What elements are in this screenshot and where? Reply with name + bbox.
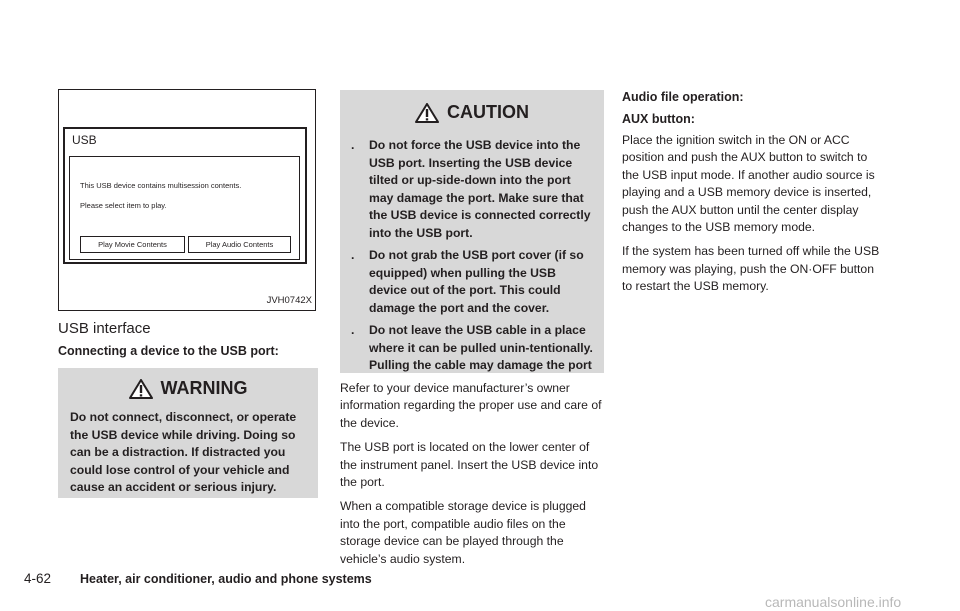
paragraph: The USB port is located on the lower center of the instrument panel. Insert the USB device into the port. [340, 440, 599, 490]
caution-item: . Do not force the USB device into the USB port. Inserting the USB device tilted or up-side-down into the port may damage the port. Make sure that the USB device is connected correctly into the USB port. [351, 138, 591, 240]
audio-file-heading: Audio file operation: [622, 90, 744, 104]
middle-body [340, 380, 604, 575]
warning-box [58, 368, 318, 498]
aux-button-heading: AUX button: [622, 112, 695, 126]
warning-text: Do not connect, disconnect, or operate the USB device while driving. Doing so can be a distraction. If distracted you could lose control of your vehicle and cause an accident or serious injury. [70, 410, 297, 494]
caution-item: . Do not grab the USB port cover (if so equipped) when pulling the USB device out of the port. This could damage the port and the cover. [351, 248, 584, 315]
caution-box [340, 90, 604, 373]
paragraph: If the system has been turned off while the USB memory was playing, push the ON·OFF button to restart the USB memory. [622, 244, 880, 294]
chapter-title: Heater, air conditioner, audio and phone systems [80, 572, 372, 586]
section-subheading: Connecting a device to the USB port: [58, 344, 279, 358]
right-body [622, 132, 887, 303]
watermark: carmanualsonline.info [765, 594, 902, 610]
page-number: 4-62 [24, 571, 52, 586]
warning-triangle-icon [415, 103, 439, 123]
caution-item: . Do not leave the USB cable in a place where it can be pulled unin-tentionally. Pulling the cable may damage the port [351, 323, 593, 372]
paragraph: When a compatible storage device is plugged into the port, compatible audio files on the storage device can be played through the vehicle’s audio system. [340, 499, 586, 566]
warning-triangle-icon [129, 379, 153, 399]
paragraph: Refer to your device manufacturer’s owner information regarding the proper use and care of the device. [340, 381, 602, 430]
section-heading: USB interface [58, 320, 151, 337]
warning-title: WARNING [160, 378, 248, 398]
screen-title: USB [72, 133, 97, 147]
screen-message-1: This USB device contains multisession contents. [80, 181, 242, 190]
paragraph: Place the ignition switch in the ON or ACC position and push the AUX button to switch to the USB input mode. If another audio source is playing and a USB memory device is inserted, push the AUX button until the center display changes to the USB memory mode. [622, 133, 875, 235]
screen-message-2: Please select item to play. [80, 201, 167, 210]
play-movie-button[interactable]: Play Movie Contents [80, 236, 185, 253]
figure-id: JVH0742X [266, 295, 312, 306]
caution-title-row [340, 102, 604, 123]
play-audio-button[interactable]: Play Audio Contents [188, 236, 291, 253]
caution-title: CAUTION [447, 102, 529, 122]
caution-list [340, 123, 604, 375]
warning-title-row [58, 378, 318, 399]
